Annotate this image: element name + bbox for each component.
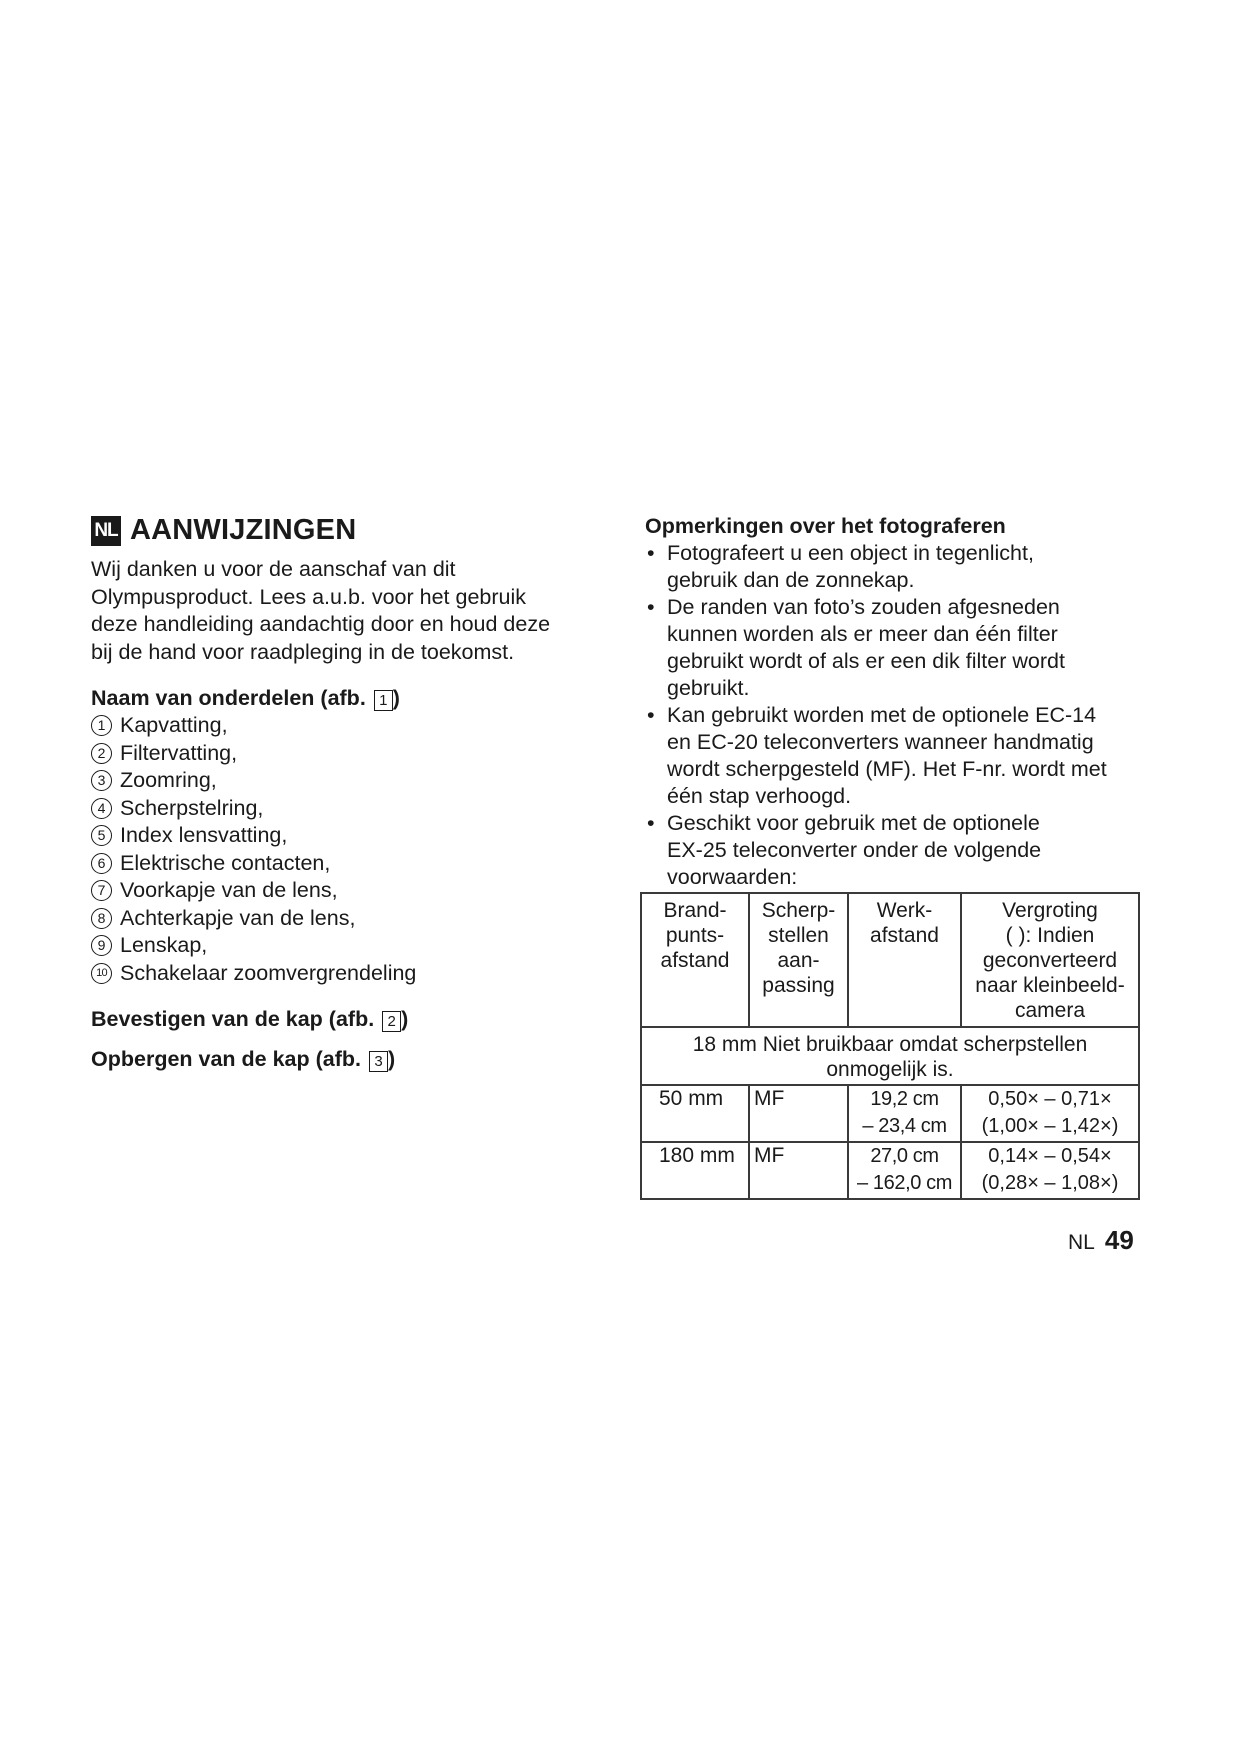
circled-number: 5 — [91, 825, 112, 846]
parts-heading — [91, 684, 611, 712]
list-item — [91, 932, 611, 960]
part-label: Zoomring, — [120, 768, 217, 792]
header-magnification — [961, 893, 1139, 1027]
table-cell-magnification — [961, 1085, 1139, 1142]
header-line: punts- — [665, 924, 725, 947]
cell-line — [646, 1032, 1134, 1057]
page-title: AANWIJZINGEN — [130, 513, 357, 546]
list-item — [91, 822, 611, 850]
list-item — [91, 712, 611, 740]
bullet: • — [647, 541, 655, 565]
part-label: Lenskap, — [120, 933, 208, 957]
left-column — [91, 508, 611, 1073]
note-line: EX-25 teleconverter onder de volgende — [667, 838, 1042, 862]
intro-line: bij de hand voor raadpleging in de toekomst. — [91, 639, 515, 664]
cell-line: onmogelijk is. — [826, 1058, 954, 1081]
table-row — [641, 1142, 1139, 1199]
part-label: Scherpstelring, — [120, 795, 264, 820]
attach-hood-heading — [91, 1005, 611, 1033]
note-line: gebruik dan de zonnekap. — [667, 568, 915, 592]
list-item — [645, 594, 1150, 702]
close-paren: ) — [401, 1007, 409, 1031]
part-label: Elektrische contacten, — [120, 850, 331, 875]
parts-list — [91, 712, 611, 987]
note-line: kunnen worden als er meer dan één filter — [667, 622, 1058, 646]
part-label: Achterkapje van de lens, — [120, 905, 356, 930]
header-focal-length — [641, 893, 749, 1027]
note-line: gebruikt. — [667, 676, 750, 700]
cell-line: (1,00× – 1,42×) — [981, 1115, 1119, 1137]
cell-line: (0,28× – 1,08×) — [981, 1172, 1119, 1194]
cell-line: – 23,4 cm — [862, 1115, 947, 1137]
circled-number: 6 — [91, 853, 112, 874]
circled-number: 10 — [91, 963, 112, 984]
list-item — [91, 905, 611, 933]
circled-number: 7 — [91, 880, 112, 901]
header-line: stellen — [768, 924, 829, 947]
parts-heading-text: Naam van onderdelen (afb. — [91, 686, 366, 710]
table-cell-focal: 50 mm — [641, 1085, 749, 1142]
footer-language: NL — [1068, 1231, 1095, 1254]
right-column — [645, 513, 1150, 891]
figure-ref-1: 1 — [374, 690, 393, 711]
notes-heading: Opmerkingen over het fotograferen — [645, 514, 1006, 538]
list-item — [91, 960, 611, 988]
attach-heading-text: Bevestigen van de kap (afb. — [91, 1007, 375, 1031]
intro-line: Olympusproduct. Lees a.u.b. voor het gebruik — [91, 584, 527, 609]
teleconverter-table — [640, 892, 1140, 1200]
circled-number: 9 — [91, 935, 112, 956]
note-text — [667, 594, 1150, 702]
table-row — [641, 1085, 1139, 1142]
focal-value: 18 mm — [692, 1033, 757, 1056]
list-item — [645, 810, 1150, 891]
list-item — [645, 540, 1150, 594]
header-line: aan- — [777, 949, 820, 972]
figure-ref-3: 3 — [369, 1051, 388, 1072]
table-cell-focal: 180 mm — [641, 1142, 749, 1199]
circled-number: 1 — [91, 715, 112, 736]
note-line: De randen van foto’s zouden afgesneden — [667, 595, 1060, 619]
header-line: geconverteerd — [982, 949, 1118, 972]
circled-number: 2 — [91, 743, 112, 764]
list-item — [91, 795, 611, 823]
note-line: Fotografeert u een object in tegenlicht, — [667, 541, 1034, 565]
circled-number: 3 — [91, 770, 112, 791]
title-row — [91, 508, 611, 552]
note-value: Niet bruikbaar omdat scherpstellen — [762, 1033, 1088, 1056]
intro-line: deze handleiding aandachtig door en houd deze — [91, 612, 551, 636]
list-item — [91, 877, 611, 905]
language-badge: NL — [91, 516, 121, 546]
note-line: één stap verhoogd. — [667, 784, 852, 808]
notes-list — [645, 540, 1150, 891]
table-cell-magnification — [961, 1142, 1139, 1199]
note-line: wordt scherpgesteld (MF). Het F-nr. wordt met — [667, 757, 1107, 781]
note-line: Kan gebruikt worden met de optionele EC-14 — [667, 703, 1097, 727]
table-cell-distance — [848, 1085, 961, 1142]
header-line: afstand — [870, 924, 939, 947]
header-line: camera — [1014, 999, 1086, 1022]
table-header-row — [641, 893, 1139, 1027]
cell-line: – 162,0 cm — [857, 1172, 952, 1194]
close-paren: ) — [387, 1047, 396, 1071]
note-line: gebruikt wordt of als er een dik filter wordt — [667, 649, 1065, 673]
list-item — [91, 850, 611, 878]
part-label: Filtervatting, — [120, 740, 238, 765]
header-line: afstand — [660, 949, 730, 972]
cell-line: 0,50× – 0,71× — [988, 1088, 1112, 1110]
cell-line: 0,14× – 0,54× — [988, 1145, 1112, 1167]
note-line: Geschikt voor gebruik met de optionele — [667, 811, 1040, 835]
note-text — [667, 702, 1150, 810]
note-line: voorwaarden: — [667, 865, 798, 889]
list-item — [91, 740, 611, 768]
page-number: 49 — [1104, 1225, 1134, 1255]
header-line: Werk- — [876, 899, 933, 922]
part-label: Kapvatting, — [120, 713, 228, 737]
header-line: naar kleinbeeld- — [975, 974, 1125, 997]
table-cell-distance — [848, 1142, 961, 1199]
table-cell-not-usable — [641, 1027, 1139, 1085]
circled-number: 4 — [91, 798, 112, 819]
header-line: Brand- — [663, 899, 727, 922]
bullet: • — [647, 811, 655, 835]
bullet: • — [647, 595, 655, 619]
header-line: ( ): Indien — [1005, 924, 1095, 947]
store-heading-text: Opbergen van de kap (afb. — [91, 1047, 361, 1071]
header-focus-mode — [749, 893, 848, 1027]
header-line: Vergroting — [1002, 899, 1098, 922]
note-text — [667, 540, 1150, 594]
intro-paragraph — [91, 556, 611, 666]
circled-number: 8 — [91, 908, 112, 929]
cell-line: 27,0 cm — [870, 1145, 939, 1167]
figure-ref-2: 2 — [382, 1011, 401, 1032]
intro-line: Wij danken u voor de aanschaf van dit — [91, 557, 456, 581]
table-row — [641, 1027, 1139, 1085]
cell-line: 19,2 cm — [870, 1088, 939, 1110]
close-paren: ) — [392, 686, 400, 710]
table-cell-mode: MF — [749, 1085, 848, 1142]
list-item — [91, 767, 611, 795]
list-item — [645, 702, 1150, 810]
table-cell-mode: MF — [749, 1142, 848, 1199]
part-label: Schakelaar zoomvergrendeling — [120, 960, 417, 985]
part-label: Voorkapje van de lens, — [120, 878, 338, 902]
header-working-distance — [848, 893, 961, 1027]
header-line: Scherp- — [761, 899, 836, 922]
header-line: passing — [762, 974, 835, 997]
store-hood-heading — [91, 1045, 611, 1073]
note-text — [667, 810, 1150, 891]
page-footer — [1068, 1225, 1134, 1256]
bullet: • — [647, 703, 655, 727]
note-line: en EC-20 teleconverters wanneer handmatig — [667, 730, 1094, 754]
part-label: Index lensvatting, — [120, 823, 288, 847]
